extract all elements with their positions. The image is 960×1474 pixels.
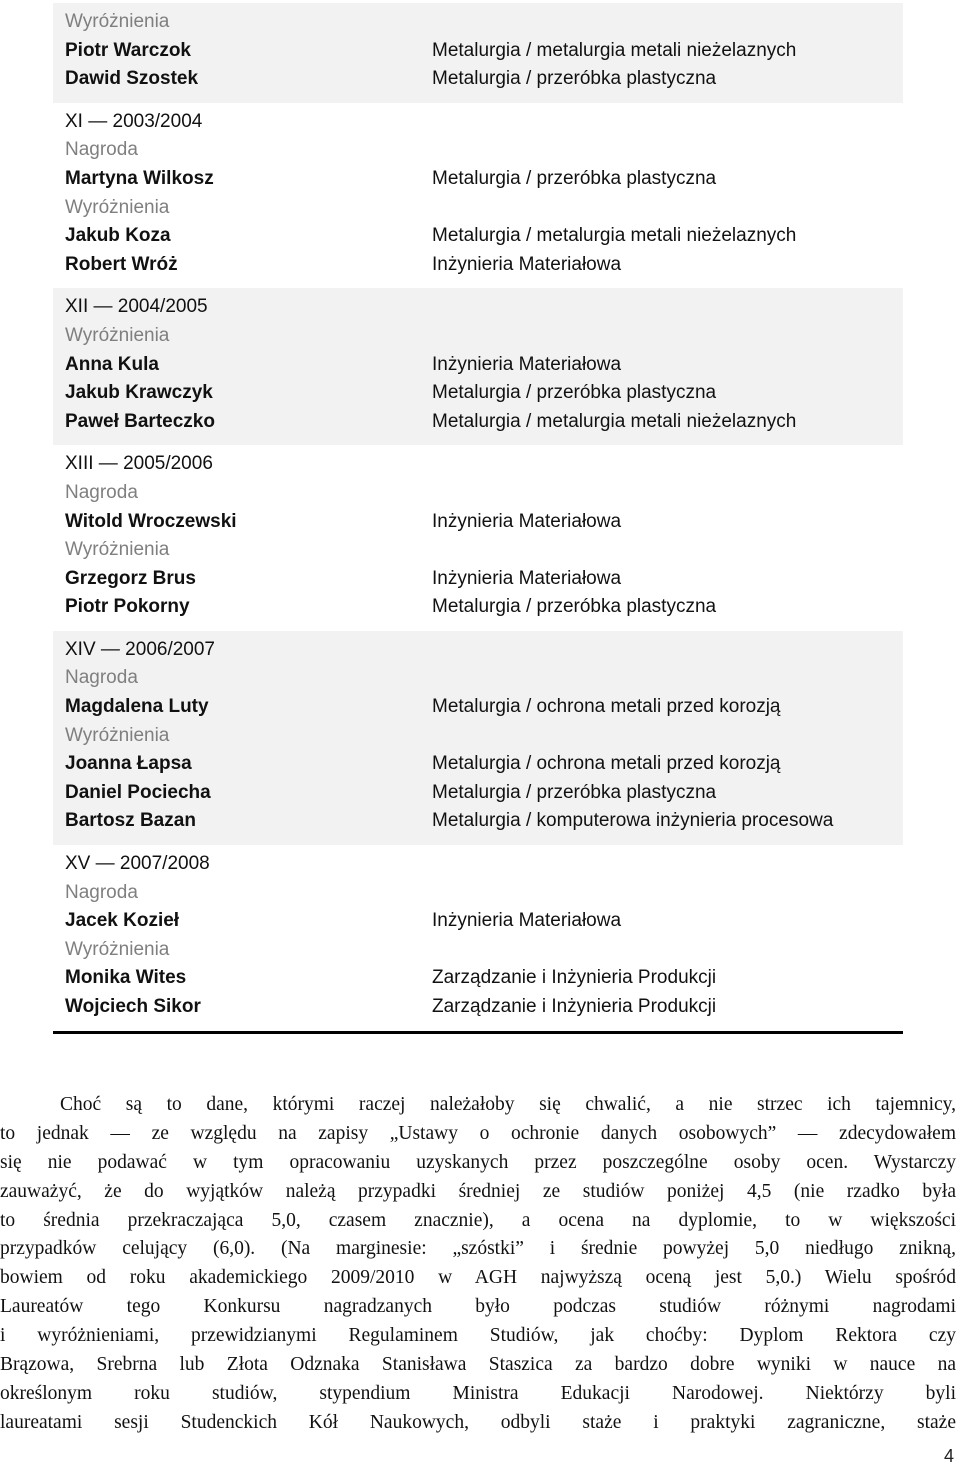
specialization-cell: Inżynieria Materiałowa — [432, 510, 622, 532]
specialization-cell — [432, 479, 903, 508]
laureate-name: Joanna Łapsa — [65, 753, 192, 775]
laureate-name: Monika Wites — [65, 967, 187, 989]
laureate-name: Robert Wróż — [65, 253, 178, 275]
page-number: 4 — [943, 1446, 954, 1466]
specialization-cell: Metalurgia / przeróbka plastyczna — [432, 167, 717, 189]
specialization-cell: Metalurgia / metalurgia metali nieżelaznych — [432, 410, 797, 432]
award-category-label: Wyróżnienia — [65, 539, 170, 561]
paragraph-line: Choć są to dane, którymi raczej należałoby się chwalić, a nie strzec ich tajemnicy, — [60, 1094, 956, 1115]
laureate-names-column — [53, 850, 420, 1022]
specialization-cell — [432, 194, 903, 223]
award-category-label: Wyróżnienia — [65, 724, 170, 746]
edition-heading: XV — 2007/2008 — [65, 853, 210, 875]
laureates-table — [53, 3, 903, 1034]
specialization-column — [420, 293, 903, 436]
laureate-name: Anna Kula — [65, 353, 159, 375]
specialization-cell — [432, 664, 903, 693]
award-category-label: Wyróżnienia — [65, 938, 170, 960]
laureate-name: Magdalena Luty — [65, 696, 209, 718]
specialization-cell: Metalurgia / przeróbka plastyczna — [432, 596, 717, 618]
specialization-cell: Zarządzanie i Inżynieria Produkcji — [432, 996, 717, 1017]
specialization-cell — [432, 879, 903, 908]
specialization-cell — [432, 8, 903, 37]
laureate-name: Jakub Krawczyk — [65, 382, 213, 404]
award-category-label: Wyróżnienia — [65, 324, 170, 346]
award-category-label: Nagroda — [65, 881, 138, 903]
specialization-cell: Metalurgia / metalurgia metali nieżelaznych — [432, 225, 797, 247]
edition-group — [53, 845, 903, 1031]
edition-heading: XII — 2004/2005 — [65, 296, 208, 318]
specialization-column — [420, 636, 903, 836]
award-category-label: Nagroda — [65, 667, 138, 689]
paragraph-line: przypadków celujący (6,0). (Na marginesie: „szóstki” i średnie powyżej 5,0 niedługo znikną, — [0, 1238, 956, 1260]
specialization-cell — [432, 636, 903, 665]
specialization-cell: Metalurgia / przeróbka plastyczna — [432, 781, 717, 803]
specialization-cell: Metalurgia / ochrona metali przed korozją — [432, 696, 781, 718]
specialization-cell — [432, 536, 903, 565]
laureate-names-column — [53, 108, 420, 280]
laureate-name: Jakub Koza — [65, 225, 171, 247]
paragraph-line: się nie podawać w tym opracowaniu uzyskanych przez poszczególne osoby ocen. Wystarczy — [0, 1151, 956, 1173]
award-category-label: Nagroda — [65, 139, 138, 161]
specialization-cell: Metalurgia / komputerowa inżynieria procesowa — [432, 810, 834, 832]
award-category-label: Wyróżnienia — [65, 11, 170, 32]
award-category-label: Nagroda — [65, 481, 138, 503]
laureate-name: Martyna Wilkosz — [65, 167, 214, 189]
paragraph-line: bowiem od roku akademickiego 2009/2010 w AGH najwyższą oceną jest 5,0.) Wielu spośród — [0, 1267, 956, 1289]
paragraph-line: Laureatów tego Konkursu nagradzanych było podczas studiów różnymi nagrodami — [0, 1296, 956, 1318]
specialization-column — [420, 8, 903, 94]
body-paragraph — [0, 1091, 956, 1438]
edition-heading: XI — 2003/2004 — [65, 110, 203, 132]
laureate-name: Grzegorz Brus — [65, 567, 196, 589]
paragraph-line: Brązowa, Srebrna lub Złota Odznaka Stanisława Staszica za bardzo dobre wyniki w nauce na — [0, 1354, 956, 1376]
paragraph-line: określonym roku studiów, stypendium Ministra Edukacji Narodowej. Niektórzy byli — [0, 1382, 956, 1404]
laureate-name: Paweł Barteczko — [65, 410, 215, 432]
specialization-cell — [432, 136, 903, 165]
specialization-cell: Inżynieria Materiałowa — [432, 910, 622, 932]
specialization-cell: Inżynieria Materiałowa — [432, 567, 622, 589]
specialization-cell: Inżynieria Materiałowa — [432, 353, 622, 375]
specialization-cell: Inżynieria Materiałowa — [432, 253, 622, 275]
paragraph-line: laureatami sesji Studenckich Kół Naukowych, odbyli staże i praktyki zagraniczne, staże — [0, 1411, 956, 1433]
specialization-column — [420, 108, 903, 280]
laureate-name: Daniel Pociecha — [65, 781, 211, 803]
laureate-names-column — [53, 8, 420, 94]
specialization-cell — [432, 293, 903, 322]
laureate-name: Jacek Kozieł — [65, 910, 180, 932]
laureate-name: Wojciech Sikor — [65, 996, 201, 1017]
specialization-cell: Metalurgia / przeróbka plastyczna — [432, 68, 717, 90]
paragraph-line: i wyróżnieniami, przewidzianymi Regulaminem Studiów, jak choćby: Dyplom Rektora czy — [0, 1325, 956, 1347]
specialization-cell — [432, 936, 903, 965]
specialization-cell: Metalurgia / ochrona metali przed korozją — [432, 753, 781, 775]
edition-group — [53, 103, 903, 289]
specialization-cell — [432, 450, 903, 479]
laureate-name: Bartosz Bazan — [65, 810, 196, 832]
laureate-name: Dawid Szostek — [65, 68, 199, 90]
specialization-cell — [432, 722, 903, 751]
specialization-cell — [432, 322, 903, 351]
specialization-column — [420, 450, 903, 622]
edition-group — [53, 3, 903, 103]
paragraph-line: to średnia przekraczająca 5,0, czasem znacznie), a ocena na dyplomie, to w większości — [0, 1209, 956, 1231]
specialization-column — [420, 850, 903, 1022]
edition-heading: XIII — 2005/2006 — [65, 453, 213, 475]
laureate-names-column — [53, 450, 420, 622]
edition-heading: XIV — 2006/2007 — [65, 638, 215, 660]
laureate-name: Piotr Pokorny — [65, 596, 190, 618]
laureate-names-column — [53, 636, 420, 836]
edition-group — [53, 445, 903, 631]
laureate-name: Piotr Warczok — [65, 39, 191, 61]
specialization-cell: Zarządzanie i Inżynieria Produkcji — [432, 967, 717, 989]
specialization-cell — [432, 850, 903, 879]
laureate-names-column — [53, 293, 420, 436]
specialization-cell: Metalurgia / metalurgia metali nieżelaznych — [432, 39, 797, 61]
specialization-cell: Metalurgia / przeróbka plastyczna — [432, 382, 717, 404]
edition-group — [53, 631, 903, 845]
edition-group — [53, 288, 903, 445]
award-category-label: Wyróżnienia — [65, 196, 170, 218]
laureate-name: Witold Wroczewski — [65, 510, 237, 532]
paragraph-line: to jednak — ze względu na zapisy „Ustawy o ochronie danych osobowych” — zdecydowałem — [0, 1122, 956, 1144]
paragraph-line: zauważyć, że do wyjątków należą przypadki średniej ze studiów poniżej 4,5 (nie rzadko była — [0, 1180, 956, 1202]
specialization-cell — [432, 108, 903, 137]
